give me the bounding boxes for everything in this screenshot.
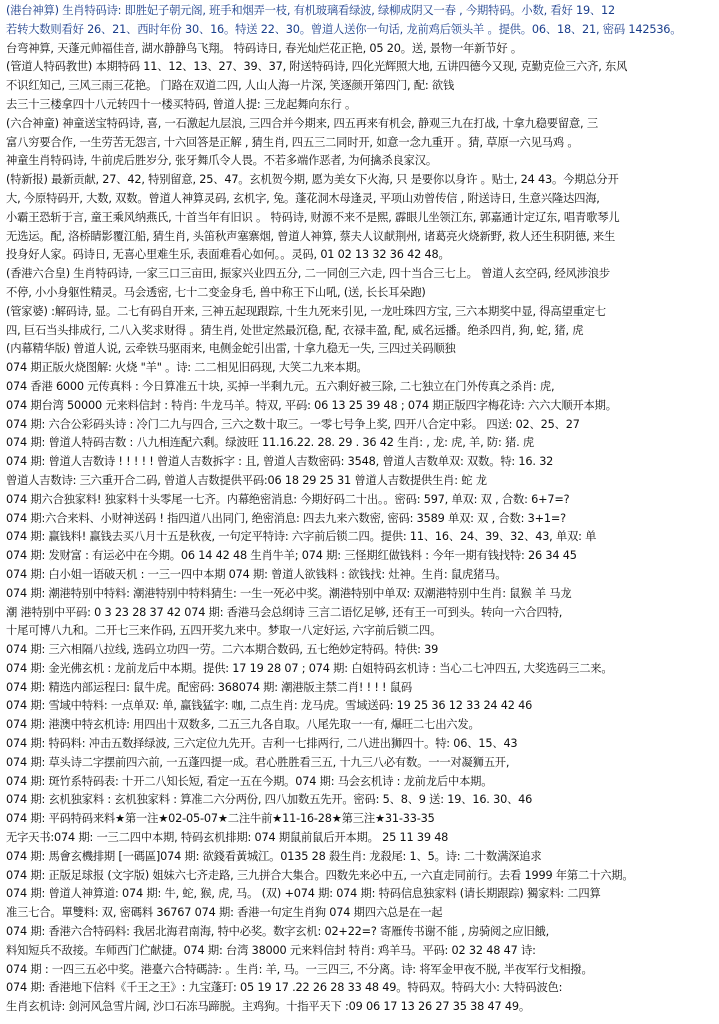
text-line: 074 期: 香港地下信料《千王之王》: 九宝蓬玎: 05 19 17 .22 26 28 33 48 49。特码双。特码大小: 大特码波色: [6, 981, 563, 995]
text-line: 小霸王恐斩于言, 童王乘风纳燕氏, 十首当年有旧识 。 特码诗, 财源不来不是熙, 霹眼儿坐领江东, 郭嘉通计定辽东, 唱青歌琴儿 [6, 210, 620, 224]
text-line: 不识红知己, 三风三雨三花艳。 门路在双道二四, 人山人海一片深, 笑逐颜开第四门, 配: 欲钱 [6, 79, 455, 93]
text-line: 074 期台湾 50000 元来料信封 : 特肖: 牛龙马羊。特双, 平码: 06 13 25 39 48 ; 074 期正版四字梅花诗: 六六大顺开本期。 [6, 398, 617, 412]
text-line: 074 期:六合来料、小财神送码 ! 指四道八出同门, 绝密消息: 四去九来六数密, 密码: 3589 单双: 双 , 合数: 3+1=? [6, 511, 566, 525]
text-line: 074 期: 三六相隔八拉线, 选码立功四一劳。二六本期合数码, 五七绝妙定特码。特供: 39 [6, 643, 439, 657]
text-line: 074 期: 港澳中特玄机诗: 用四出十双数多, 二五三九各自取。八尾先取一一有, 爆旺二七出六发。 [6, 718, 480, 732]
text-line: 不停, 小小身躯性精灵。马会透密, 七十二变金身毛, 兽中称王下山吼, (送, 长长耳朵跑) [6, 285, 426, 299]
text-line: 富八穷要合作, 一生劳苦无怨言, 十六回答是正解 , 猜生肖, 四五三二同时开, 如意一念九重开 。猜, 草原一六见马鸡 。 [6, 135, 579, 149]
text-line: 十尾可博八九和。二开七三来作码, 五四开奖九来中。梦取一八定好运, 六字前后锁二四。 [6, 624, 442, 638]
text-line: (内幕精华版) 曾道人说, 云牵铁马驱雨来, 电侧金蛇引出雷, 十拿九稳无一失, 三四过关码顺独 [6, 342, 456, 356]
text-line: (六合神童) 神童送宝特码诗, 喜, 一石激起九层浪, 三四合并今期来, 四五再来有机会, 静观三九在打战, 十拿九稳要留意, 三 [6, 116, 598, 130]
text-line: (管家婆) :解码诗, 显。二七有码自开来, 三神五起现跟踪, 十生九死来引见, 一龙吐珠四方宝, 三六本期奖中显, 得高望重定七 [6, 304, 606, 318]
text-line: 074 期: 曾道人神算道: 074 期: 牛, 蛇, 猴, 虎, 马。 (双) +074 期: 074 期: 特码信息独家料 (请长期跟踪) 獨家料: 二四算 [6, 887, 601, 901]
text-line: 074 期: 白小姐一语破天机 : 一三一四中本期 074 期: 曾道人欲钱料 : 欲钱找: 灶神。生肖: 鼠虎猪马。 [6, 567, 507, 581]
text-line: 神童生肖特码诗, 牛前虎后胜岁分, 张牙舞爪令人畏。不若多端作恶者, 为何擒杀良家汉。 [6, 154, 437, 168]
text-line: 074 香港 6000 元传真料 : 今日算准五十块, 买掉一半剩九元。五六剩好被三除, 二七独立在门外传真之杀肖: 虎, [6, 379, 555, 393]
text-line: 074 期: 正版足球报 (文字版) 姐妹六七齐走路, 三九拼合大集合。四数先来必中五, 一六直走同前行。去看 1999 年第二十六期。 [6, 868, 634, 882]
text-line: 074 期: 六合公彩码头诗 : 冷门二九与四合, 三六之数十取三。一零七号争上奖, 四开八合定中彩。 四送: 02、25、27 [6, 417, 580, 431]
text-line: 台弯神算, 天蓬元帅福佳音, 湖水静静鸟飞翔。 特码诗日, 春光灿烂花正艳, 05 20。送, 景物一年新节好 。 [6, 41, 522, 55]
text-line: (港台神算) 生肖特码诗: 即胜妃子朝元阁, 班手和烟弄一枝, 有机玻璃看绿波, 绿柳成阴又一春 , 今期特码。小数, 看好 19、12 [6, 4, 616, 17]
text-line: 料知短兵不敌接。车师西门伫献捷。074 期: 台湾 38000 元来料信封 特肖: 鸡羊马。平码: 02 32 48 47 诗: [6, 943, 536, 957]
text-line: 074 期 : 一四三五必中奖。港臺六合特碼詩: 。生肖: 羊, 马。一三四三, 不分离。诗: 将军金甲夜不脱, 半夜军行戈相撥。 [6, 962, 593, 976]
text-line: 074 期: 平码特码来料★第一注★02-05-07★二注牛前★11-16-28★第三注★31-33-35 [6, 812, 435, 826]
text-line: (特新报) 最新贡献, 27、42, 特别留意, 25、47。玄机贺今期, 愿为美女下火海, 只 是要你以身许 。贴士, 24 43。今期总分开 [6, 173, 619, 187]
text-line: 无选运。配, 洛桥睛影覆江船, 猜生肖, 头笛秋声塞寨烟, 曾道人神算, 蔡夫人议献荆州, 诸葛亮火烧新野, 救人还生积阴德, 来生 [6, 229, 616, 243]
text-line: 074 期: 草头诗二字摆前四六前, 一五蓬四提一成。君心胜胜看三五, 十九三八必有数。一一对凝狮五开, [6, 755, 510, 769]
text-line: 074 期六合独家料! 独家料十头零尾一七齐。内幕绝密消息: 今期好码二十出。。密码: 597, 单双: 双 , 合数: 6+7=? [6, 492, 570, 506]
text-line: 去三十三楼拿四十八元转四十一楼买特码, 曾道人提: 三龙起舞向东行 。 [6, 97, 357, 111]
text-line: 074 期: 精选内部运程曰: 鼠牛虎。配密码: 368074 期: 潮港版主禁二肖! ! ! ! 鼠码 [6, 680, 412, 694]
text-line: 074 期正版火烧图解: 火烧 "羊" 。诗: 二二相见旧码现, 大笑二九来本期。 [6, 361, 368, 375]
text-line: (管道人特码教世) 本期特码 11、12、13、27、39、37, 附送特码诗, 四化光辉照大地, 五讲四德今又现, 克勤克俭三六齐, 东风 [6, 60, 628, 74]
text-line: 074 期: 曾道人特码吉数 : 八九相连配六剩。绿波旺 11.16.22. 28. 29 . 36 42 生肖: , 龙: 虎, 羊, 防: 猪. 虎 [6, 436, 534, 450]
text-line: 074 期: 馬會玄機排期 [一碼區]074 期: 欲錢看黃城江。0135 28 殺生肖: 龙殺尾: 1、5。诗: 二十数满深追求 [6, 849, 542, 863]
text-line: 潮 港特别中平码: 0 3 23 28 37 42 074 期: 香港马会总纲诗 三言二语忆足够, 还有王一可到头。转向一六合四特, [6, 605, 563, 619]
text-line: 074 期: 玄机独家料 : 玄机独家料 : 算准二六分两份, 四八加数五先开。密码: 5、8、9 送: 19、16. 30、46 [6, 793, 533, 807]
text-line: 074 期: 潮港特别中特料: 潮港特别中特料猜生: 一生一死必中奖。潮港特别中单双: 双潮港特别中生肖: 鼠猴 羊 马龙 [6, 586, 572, 600]
text-line: 074 期: 曾道人吉数诗 ! ! ! ! ! 曾道人吉数拆字 : 且, 曾道人吉数密码: 3548, 曾道人吉数单双: 双数。特: 16. 32 [6, 455, 554, 469]
text-line: 无字天书:074 期: 一三二四中本期, 特码玄机排期: 074 期鼠前鼠后开本期。 25 11 39 48 [6, 831, 449, 845]
text-line: 074 期: 香港六合特码料: 我居北海君南海, 特中必奖。数字玄机: 02+22=? 寄雁传书谢不能 , 房骑阅之应旧餓, [6, 925, 550, 939]
text-line: (香港六合皇) 生肖特码诗, 一家三口三亩田, 振家兴业四五分, 二一同创三六走, 四十当合三七上。 曾道人玄空码, 经风涉浪步 [6, 267, 610, 281]
text-line: 生肖玄机诗: 剑河风急雪片阔, 沙口石冻马蹄脱。主鸡狗。十指平天下 :09 06 17 13 26 27 35 38 47 49。 [6, 1000, 530, 1014]
text-line: 074 期: 发财富 : 有运必中在今期。06 14 42 48 生肖牛羊; 074 期: 三怪期红做钱料 : 今年一期有钱找特: 26 34 45 [6, 549, 577, 563]
text-line: 074 期: 金光佛玄机 : 龙前龙后中本期。提供: 17 19 28 07 ; 074 期: 白姐特码玄机诗 : 当心二七冲四五, 大奖选码三二来。 [6, 661, 613, 675]
text-line: 074 期: 特码料: 冲击五数择绿波, 三六定位九先开。吉利一七排两行, 二八进出狮四十。特: 06、15、43 [6, 737, 518, 751]
text-line: 若转大数则看好 26、21、西时年份 30、16。特送 22、30。曾道人送你一句话, 龙前鸡后领头羊 。提供。06、18、21, 密码 142536。 [6, 22, 682, 36]
text-line: 准三七合。單雙料: 双, 密碼料 36767 074 期: 香港一句定生肖狗 074 期四六总是在一起 [6, 906, 443, 920]
text-line: 大, 今原特码开, 大数, 双数。曾道人神算灵码, 玄机字, 兔。蓬花洞木母逢灵, 平项山劝曾传信 , 附送诗日, 生意兴隆达四海, [6, 191, 600, 205]
text-line: 投身好人家。码诗日, 无喜心里难生乐, 表面难看心如何。。灵码, 01 02 13 32 36 42 48。 [6, 248, 450, 262]
text-line: 074 期: 雪域中特料: 一点单双: 单, 赢钱猛字: 咖, 二点生肖: 龙马虎。雪域送码: 19 25 36 12 33 24 42 46 [6, 699, 533, 713]
text-line: 曾道人吉数诗: 三六重开合二码, 曾道人吉数提供平码:06 18 29 25 31 曾道人吉数提供生肖: 蛇 龙 [6, 473, 487, 487]
text-line: 四, 巨石当头排成行, 二八入奖求财得 。猜生肖, 处世定然最沉稳, 配, 衣禄丰盈, 配, 威名远播。绝杀四肖, 狗, 蛇, 猪, 虎 [6, 323, 584, 337]
text-line: 074 期: 斑竹系特码表: 十开二八知长短, 看定一五在今期。074 期: 马会玄机诗 : 龙前龙后中本期。 [6, 774, 493, 788]
text-line: 074 期: 赢钱料! 赢钱去买八月十五是秋夜, 一句定平特诗: 六字前后锁二四。提供: 11、16、24、39、32、43, 单双: 单 [6, 530, 597, 544]
